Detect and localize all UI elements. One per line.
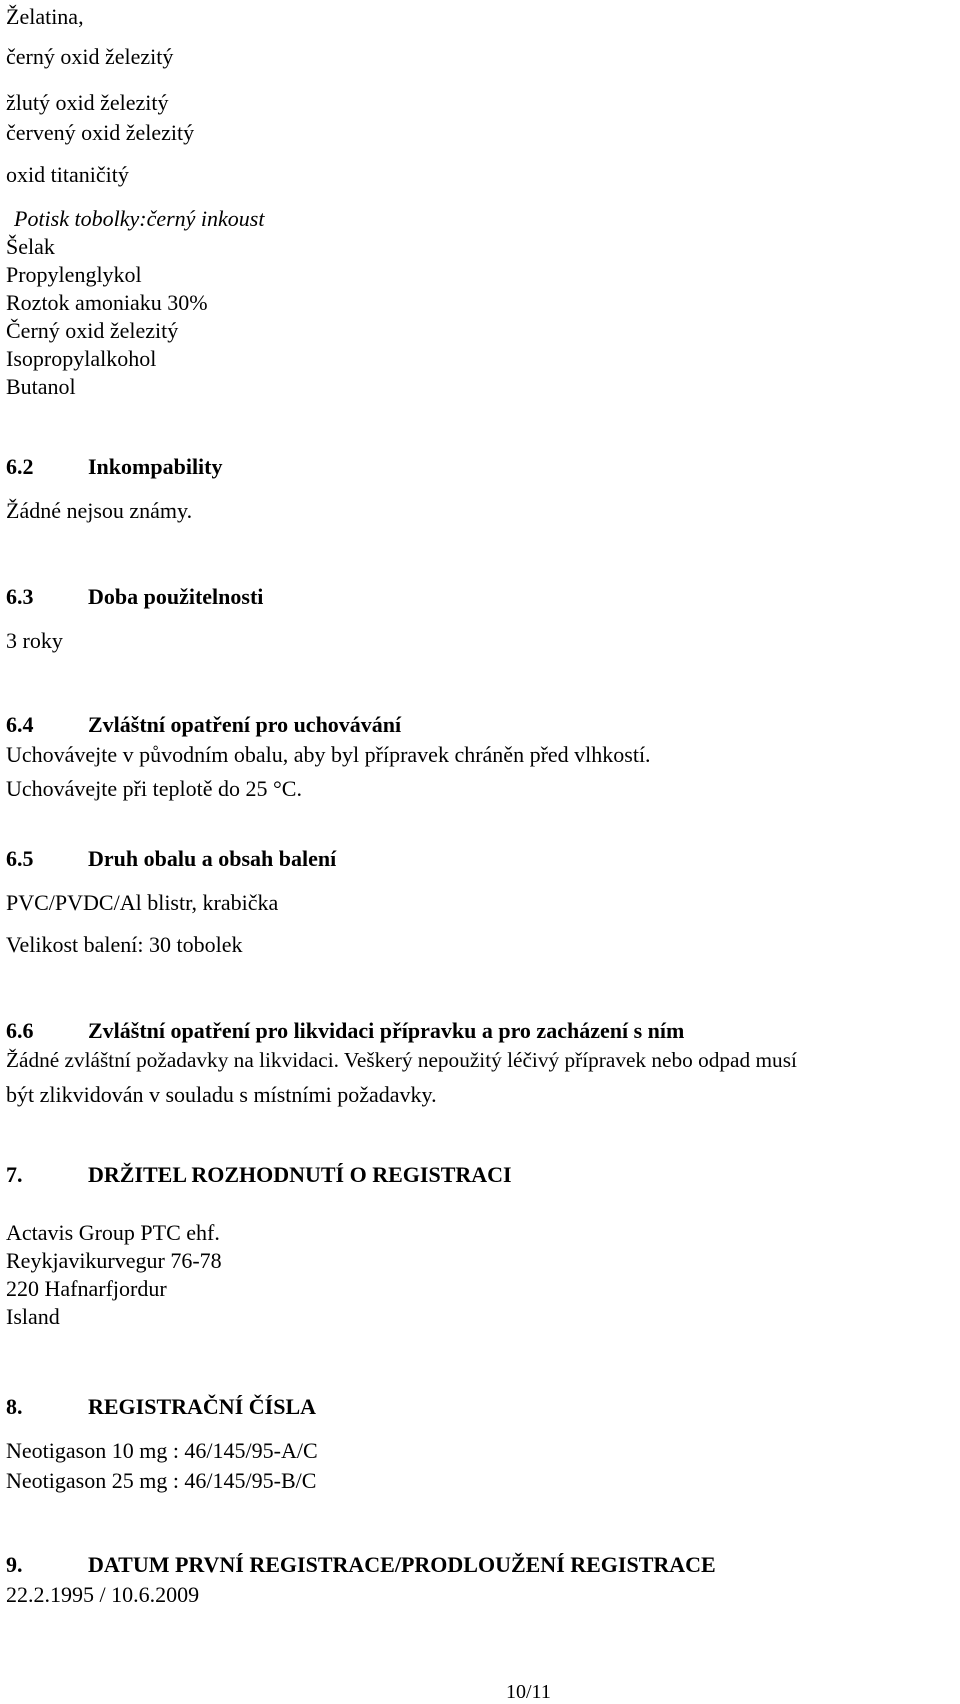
imprint-item: Propylenglykol bbox=[6, 262, 142, 287]
section-7-heading bbox=[6, 1162, 512, 1188]
section-6-2-heading bbox=[6, 454, 223, 480]
section-title: DRŽITEL ROZHODNUTÍ O REGISTRACI bbox=[88, 1162, 512, 1187]
imprint-item: Roztok amoniaku 30% bbox=[6, 290, 208, 315]
section-6-6-heading bbox=[6, 1018, 684, 1044]
imprint-item: Isopropylalkohol bbox=[6, 346, 157, 371]
imprint-item: Šelak bbox=[6, 234, 55, 259]
section-6-5-heading bbox=[6, 846, 336, 872]
section-6-3-heading bbox=[6, 584, 263, 610]
section-6-6-text: být zlikvidován v souladu s místními požadavky. bbox=[6, 1082, 437, 1107]
section-6-3-text: 3 roky bbox=[6, 628, 63, 653]
section-title: Zvláštní opatření pro likvidaci přípravku a pro zacházení s ním bbox=[88, 1018, 685, 1043]
section-title: Druh obalu a obsah balení bbox=[88, 846, 337, 871]
composition-line: černý oxid železitý bbox=[6, 44, 174, 69]
section-number: 8. bbox=[6, 1394, 23, 1419]
composition-line: Želatina, bbox=[6, 4, 84, 29]
composition-line: oxid titaničitý bbox=[6, 162, 129, 187]
holder-line: Actavis Group PTC ehf. bbox=[6, 1220, 220, 1245]
composition-line: žlutý oxid železitý bbox=[6, 90, 169, 115]
composition-line: červený oxid železitý bbox=[6, 120, 195, 145]
holder-line: Reykjavikurvegur 76-78 bbox=[6, 1248, 222, 1273]
section-6-5-text: Velikost balení: 30 tobolek bbox=[6, 932, 243, 957]
section-6-4-text: Uchovávejte při teplotě do 25 °C. bbox=[6, 776, 302, 801]
section-number: 9. bbox=[6, 1552, 23, 1577]
section-title: REGISTRAČNÍ ČÍSLA bbox=[88, 1394, 317, 1419]
section-6-4-heading bbox=[6, 712, 401, 738]
section-8-heading bbox=[6, 1394, 316, 1420]
imprint-item: Butanol bbox=[6, 374, 76, 399]
section-6-5-text: PVC/PVDC/Al blistr, krabička bbox=[6, 890, 279, 915]
section-number: 6.5 bbox=[6, 846, 34, 871]
section-title: Zvláštní opatření pro uchovávání bbox=[88, 712, 402, 737]
section-number: 6.4 bbox=[6, 712, 34, 737]
section-number: 6.2 bbox=[6, 454, 34, 479]
section-6-2-text: Žádné nejsou známy. bbox=[6, 498, 193, 523]
registration-number: Neotigason 25 mg : 46/145/95-B/C bbox=[6, 1468, 317, 1493]
section-title: Inkompability bbox=[88, 454, 223, 479]
page-number: 10/11 bbox=[506, 1681, 551, 1703]
section-6-4-text: Uchovávejte v původním obalu, aby byl přípravek chráněn před vlhkostí. bbox=[6, 742, 651, 767]
section-6-6-text: Žádné zvláštní požadavky na likvidaci. Veškerý nepoužitý léčivý přípravek nebo odpad musí bbox=[6, 1048, 797, 1072]
section-number: 6.6 bbox=[6, 1018, 34, 1043]
section-number: 6.3 bbox=[6, 584, 34, 609]
section-9-heading bbox=[6, 1552, 716, 1578]
registration-number: Neotigason 10 mg : 46/145/95-A/C bbox=[6, 1438, 318, 1463]
section-title: DATUM PRVNÍ REGISTRACE/PRODLOUŽENÍ REGISTRACE bbox=[88, 1552, 716, 1577]
section-number: 7. bbox=[6, 1162, 23, 1187]
imprint-item: Černý oxid železitý bbox=[6, 318, 179, 343]
registration-date: 22.2.1995 / 10.6.2009 bbox=[6, 1582, 200, 1607]
holder-line: 220 Hafnarfjordur bbox=[6, 1276, 167, 1301]
section-title: Doba použitelnosti bbox=[88, 584, 264, 609]
imprint-title: Potisk tobolky:černý inkoust bbox=[14, 206, 265, 231]
holder-line: Island bbox=[6, 1304, 60, 1329]
